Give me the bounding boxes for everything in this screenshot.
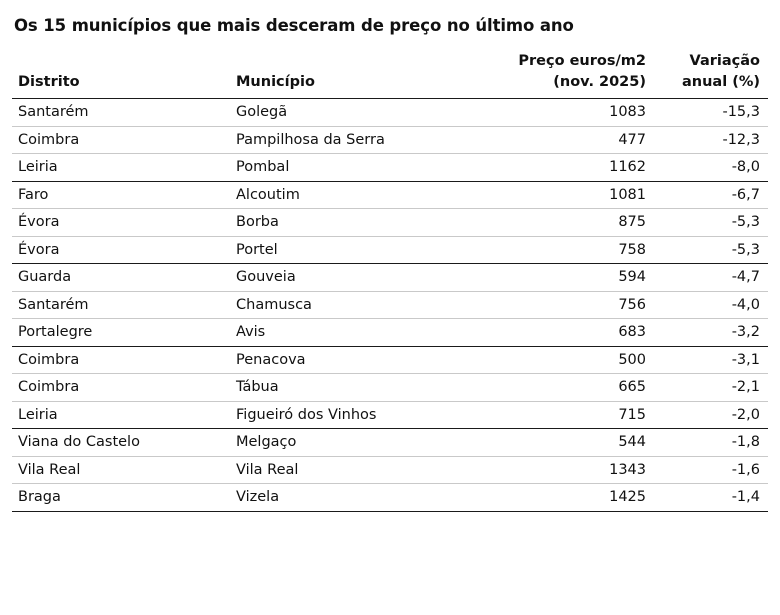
cell-distrito: Portalegre: [12, 319, 230, 347]
cell-distrito: Coimbra: [12, 374, 230, 402]
cell-preco: 1343: [490, 456, 654, 484]
table-row: [12, 401, 768, 429]
cell-municipio: Alcoutim: [230, 181, 490, 209]
cell-preco: 1425: [490, 484, 654, 512]
cell-variacao: -8,0: [654, 154, 768, 182]
cell-municipio: Golegã: [230, 99, 490, 127]
table-head: [12, 51, 768, 99]
cell-municipio: Vila Real: [230, 456, 490, 484]
page-title: Os 15 municípios que mais desceram de preço no último ano: [14, 16, 574, 35]
column-header-distrito: [12, 51, 230, 99]
table-body: [12, 99, 768, 512]
cell-municipio: Gouveia: [230, 264, 490, 292]
cell-variacao: -12,3: [654, 126, 768, 154]
cell-variacao: -3,1: [654, 346, 768, 374]
table-row: [12, 99, 768, 127]
cell-distrito: Leiria: [12, 154, 230, 182]
table-row: [12, 154, 768, 182]
table-row: [12, 236, 768, 264]
cell-distrito: Évora: [12, 209, 230, 237]
cell-variacao: -5,3: [654, 209, 768, 237]
cell-variacao: -2,0: [654, 401, 768, 429]
cell-preco: 1083: [490, 99, 654, 127]
cell-municipio: Figueiró dos Vinhos: [230, 401, 490, 429]
cell-preco: 477: [490, 126, 654, 154]
cell-preco: 1162: [490, 154, 654, 182]
column-header-variacao-line1: Variação: [689, 53, 760, 69]
table-row: [12, 209, 768, 237]
table-row: [12, 374, 768, 402]
cell-distrito: Vila Real: [12, 456, 230, 484]
column-header-preco-line1: Preço euros/m2: [518, 53, 646, 69]
cell-distrito: Faro: [12, 181, 230, 209]
cell-variacao: -1,4: [654, 484, 768, 512]
cell-variacao: -5,3: [654, 236, 768, 264]
cell-municipio: Penacova: [230, 346, 490, 374]
cell-municipio: Pampilhosa da Serra: [230, 126, 490, 154]
cell-distrito: Santarém: [12, 291, 230, 319]
table-row: [12, 126, 768, 154]
cell-preco: 665: [490, 374, 654, 402]
municipalities-price-table: [12, 51, 768, 512]
cell-preco: 544: [490, 429, 654, 457]
cell-distrito: Santarém: [12, 99, 230, 127]
cell-municipio: Chamusca: [230, 291, 490, 319]
table-row: [12, 346, 768, 374]
cell-distrito: Leiria: [12, 401, 230, 429]
cell-preco: 715: [490, 401, 654, 429]
column-header-distrito-label: Distrito: [18, 74, 80, 91]
table-row: [12, 456, 768, 484]
cell-preco: 594: [490, 264, 654, 292]
cell-preco: 758: [490, 236, 654, 264]
table-row: [12, 319, 768, 347]
cell-preco: 756: [490, 291, 654, 319]
column-header-variacao: [654, 51, 768, 99]
cell-variacao: -6,7: [654, 181, 768, 209]
cell-variacao: -15,3: [654, 99, 768, 127]
cell-distrito: Coimbra: [12, 126, 230, 154]
column-header-municipio-label: Município: [236, 74, 315, 91]
cell-preco: 683: [490, 319, 654, 347]
cell-variacao: -1,6: [654, 456, 768, 484]
cell-municipio: Vizela: [230, 484, 490, 512]
table-row: [12, 291, 768, 319]
column-header-preco-line2: (nov. 2025): [553, 74, 646, 91]
table-row: [12, 181, 768, 209]
column-header-preco: [490, 51, 654, 99]
cell-distrito: Braga: [12, 484, 230, 512]
cell-municipio: Melgaço: [230, 429, 490, 457]
cell-variacao: -1,8: [654, 429, 768, 457]
cell-variacao: -2,1: [654, 374, 768, 402]
column-header-municipio: [230, 51, 490, 99]
cell-distrito: Guarda: [12, 264, 230, 292]
cell-municipio: Portel: [230, 236, 490, 264]
cell-variacao: -4,7: [654, 264, 768, 292]
cell-preco: 500: [490, 346, 654, 374]
cell-variacao: -4,0: [654, 291, 768, 319]
cell-municipio: Avis: [230, 319, 490, 347]
column-header-variacao-line2: anual (%): [681, 74, 760, 91]
cell-variacao: -3,2: [654, 319, 768, 347]
table-row: [12, 429, 768, 457]
cell-preco: 875: [490, 209, 654, 237]
table-header-row: [12, 51, 768, 99]
cell-municipio: Borba: [230, 209, 490, 237]
table-row: [12, 264, 768, 292]
table-row: [12, 484, 768, 512]
cell-distrito: Viana do Castelo: [12, 429, 230, 457]
cell-municipio: Tábua: [230, 374, 490, 402]
cell-distrito: Coimbra: [12, 346, 230, 374]
cell-distrito: Évora: [12, 236, 230, 264]
cell-preco: 1081: [490, 181, 654, 209]
cell-municipio: Pombal: [230, 154, 490, 182]
